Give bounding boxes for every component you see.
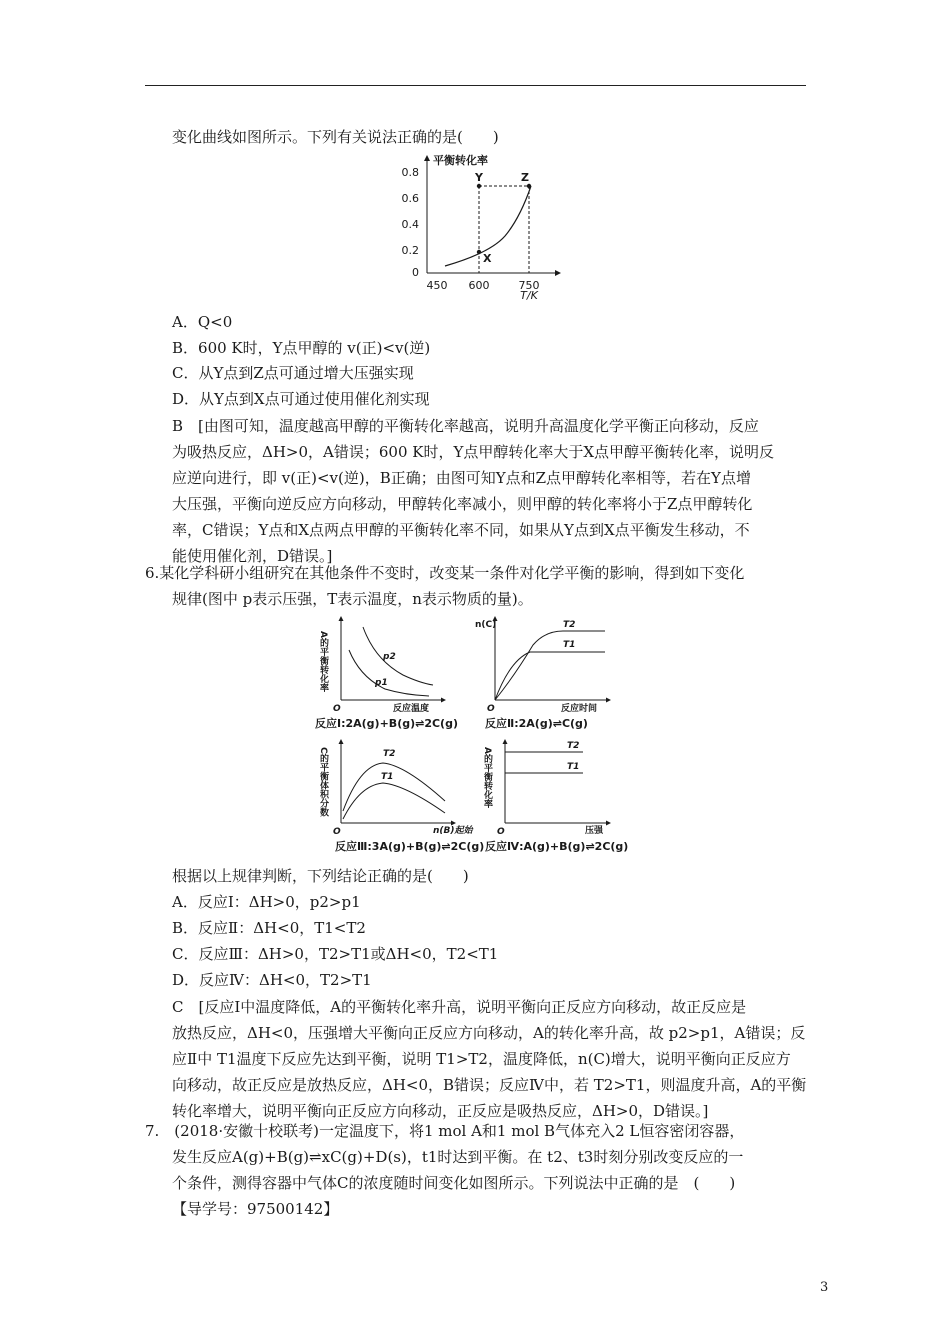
q5-label-z: Z (521, 171, 529, 184)
q5-graph (395, 148, 565, 300)
q5-ytick: 0.4 (401, 218, 419, 231)
q7-line: 发生反应A(g)+B(g)⇌xC(g)+D(s)，t1时达到平衡。在 t2、t3时刻分别改变反应的一 (172, 1148, 744, 1166)
graph2-ylabel: n(C) (475, 620, 497, 630)
graph1-label-p1: p1 (375, 678, 388, 688)
graph3-xlabel: n(B)起始 (433, 826, 473, 836)
q6-answer-line: 放热反应，ΔH<0，压强增大平衡向正反应方向移动，A的转化率升高，故 p2>p1，A错误；反 (172, 1024, 806, 1042)
graph1-caption: 反应Ⅰ:2A(g)+B(g)⇌2C(g) (315, 717, 458, 730)
q6-answer-line: 应Ⅱ中 T1温度下反应先达到平衡，说明 T1>T2，温度降低，n(C)增大，说明平衡向正反应方 (172, 1050, 791, 1068)
q5-xtick: 450 (426, 279, 448, 292)
q6-answer-line: 向移动，故正反应是放热反应，ΔH<0，B错误；反应Ⅳ中，若 T2>T1，则温度升高，A的平衡 (172, 1076, 807, 1094)
q5-intro: 变化曲线如图所示。下列有关说法正确的是( ) (172, 128, 499, 146)
q6-option-a: A．反应Ⅰ：ΔH>0，p2>p1 (172, 893, 361, 911)
q5-ytick: 0.2 (401, 244, 419, 257)
graph3-caption: 反应Ⅲ:3A(g)+B(g)⇌2C(g) (335, 840, 485, 853)
graph4-label-t2: T2 (567, 741, 580, 751)
q6-option-d: D．反应Ⅳ：ΔH<0，T2>T1 (172, 971, 372, 989)
graph3-ylabel: C的平衡体积分数 (318, 747, 328, 817)
q5-ytick: 0.8 (401, 166, 419, 179)
q5-answer-line: 应逆向进行，即 v(正)<v(逆)，B正确；由图可知Y点和Z点甲醇转化率相等，若在Y点增 (172, 469, 751, 487)
q6-stem-line: 6.某化学科研小组研究在其他条件不变时，改变某一条件对化学平衡的影响，得到如下变化 (145, 564, 745, 582)
q5-answer-line: B [由图可知，温度越高甲醇的平衡转化率越高，说明升高温度化学平衡正向移动，反应 (172, 417, 759, 435)
q5-point-y (477, 184, 481, 188)
q5-answer-line: 为吸热反应，ΔH>0，A错误；600 K时，Y点甲醇转化率大于X点甲醇平衡转化率，说明反 (172, 443, 775, 461)
graph3-curve-t2 (343, 763, 445, 811)
q7-line: 个条件，测得容器中气体C的浓度随时间变化如图所示。下列说法中正确的是 ( ) (172, 1174, 736, 1192)
graph1-label-p2: p2 (383, 652, 396, 662)
graph-reaction-4 (482, 740, 628, 853)
page-number: 3 (820, 1280, 829, 1295)
q7-line: 7. (2018·安徽十校联考)一定温度下，将1 mol A和1 mol B气体充入2 L恒容密闭容器， (145, 1122, 745, 1140)
header-rule (145, 85, 806, 86)
graph2-curve-t1 (495, 652, 605, 700)
q5-xlabel: T/K (520, 289, 538, 300)
q5-ylabel: 平衡转化率 (433, 154, 488, 167)
q6-option-b: B．反应Ⅱ：ΔH<0，T1<T2 (172, 919, 366, 937)
graph1-ylabel: A的平衡转化率 (318, 631, 328, 692)
q5-option-d: D．从Y点到X点可通过使用催化剂实现 (172, 390, 430, 408)
q5-answer-line: 大压强，平衡向逆反应方向移动，甲醇转化率减小，则甲醇的转化率将小于Z点甲醇转化 (172, 495, 753, 513)
graph2-xlabel: 反应时间 (561, 704, 598, 714)
q5-option-a: A．Q<0 (172, 313, 233, 331)
q6-answer-line: 转化率增大，说明平衡向正反应方向移动，正反应是吸热反应，ΔH>0，D错误。] (172, 1102, 709, 1120)
q7-guide-number: 【导学号：97500142】 (172, 1200, 339, 1218)
graph2-label-t2: T2 (563, 620, 576, 630)
graph1-origin: O (333, 704, 341, 714)
q5-ytick: 0 (412, 266, 419, 279)
q6-figure (305, 615, 645, 857)
graph4-ylabel: A的平衡转化率 (482, 747, 492, 808)
q5-answer-line: 能使用催化剂，D错误。] (172, 547, 333, 565)
graph2-caption: 反应Ⅱ:2A(g)⇌C(g) (485, 717, 588, 730)
q5-option-b: B．600 K时，Y点甲醇的 v(正)<v(逆) (172, 339, 431, 357)
graph3-origin: O (333, 827, 341, 837)
q5-xtick: 600 (468, 279, 490, 292)
graph2-label-t1: T1 (563, 640, 576, 650)
q5-label-y: Y (475, 171, 483, 184)
graph-reaction-3 (318, 740, 484, 853)
q5-answer-line: 率，C错误；Y点和X点两点甲醇的平衡转化率不同，如果从Y点到X点平衡发生移动，不 (172, 521, 750, 539)
graph3-label-t1: T1 (381, 772, 394, 782)
graph-reaction-2 (475, 617, 610, 730)
graph3-label-t2: T2 (383, 749, 396, 759)
graph1-xlabel: 反应温度 (393, 704, 430, 714)
q6-stem-line: 规律(图中 p表示压强，T表示温度，n表示物质的量)。 (172, 590, 533, 608)
graph2-curve-t2 (495, 631, 605, 700)
graph-reaction-1 (315, 617, 458, 730)
q5-xtick: 750 (518, 279, 540, 292)
q5-label-x: X (483, 252, 492, 265)
graph2-origin: O (487, 704, 495, 714)
q5-ytick: 0.6 (401, 192, 419, 205)
graph4-label-t1: T1 (567, 762, 580, 772)
graph4-xlabel: 压强 (585, 826, 604, 836)
q5-option-c: C．从Y点到Z点可通过增大压强实现 (172, 364, 414, 382)
graph4-origin: O (497, 827, 505, 837)
q6-option-c: C．反应Ⅲ：ΔH>0，T2>T1或ΔH<0，T2<T1 (172, 945, 499, 963)
q5-point-x (477, 250, 481, 254)
q5-point-z (527, 184, 531, 188)
q6-answer-line: C [反应Ⅰ中温度降低，A的平衡转化率升高，说明平衡向正反应方向移动，故正反应是 (172, 998, 747, 1016)
q6-prompt: 根据以上规律判断，下列结论正确的是( ) (172, 867, 469, 885)
graph4-caption: 反应Ⅳ:A(g)+B(g)⇌2C(g) (485, 840, 629, 853)
graph1-curve-p2 (363, 627, 433, 685)
